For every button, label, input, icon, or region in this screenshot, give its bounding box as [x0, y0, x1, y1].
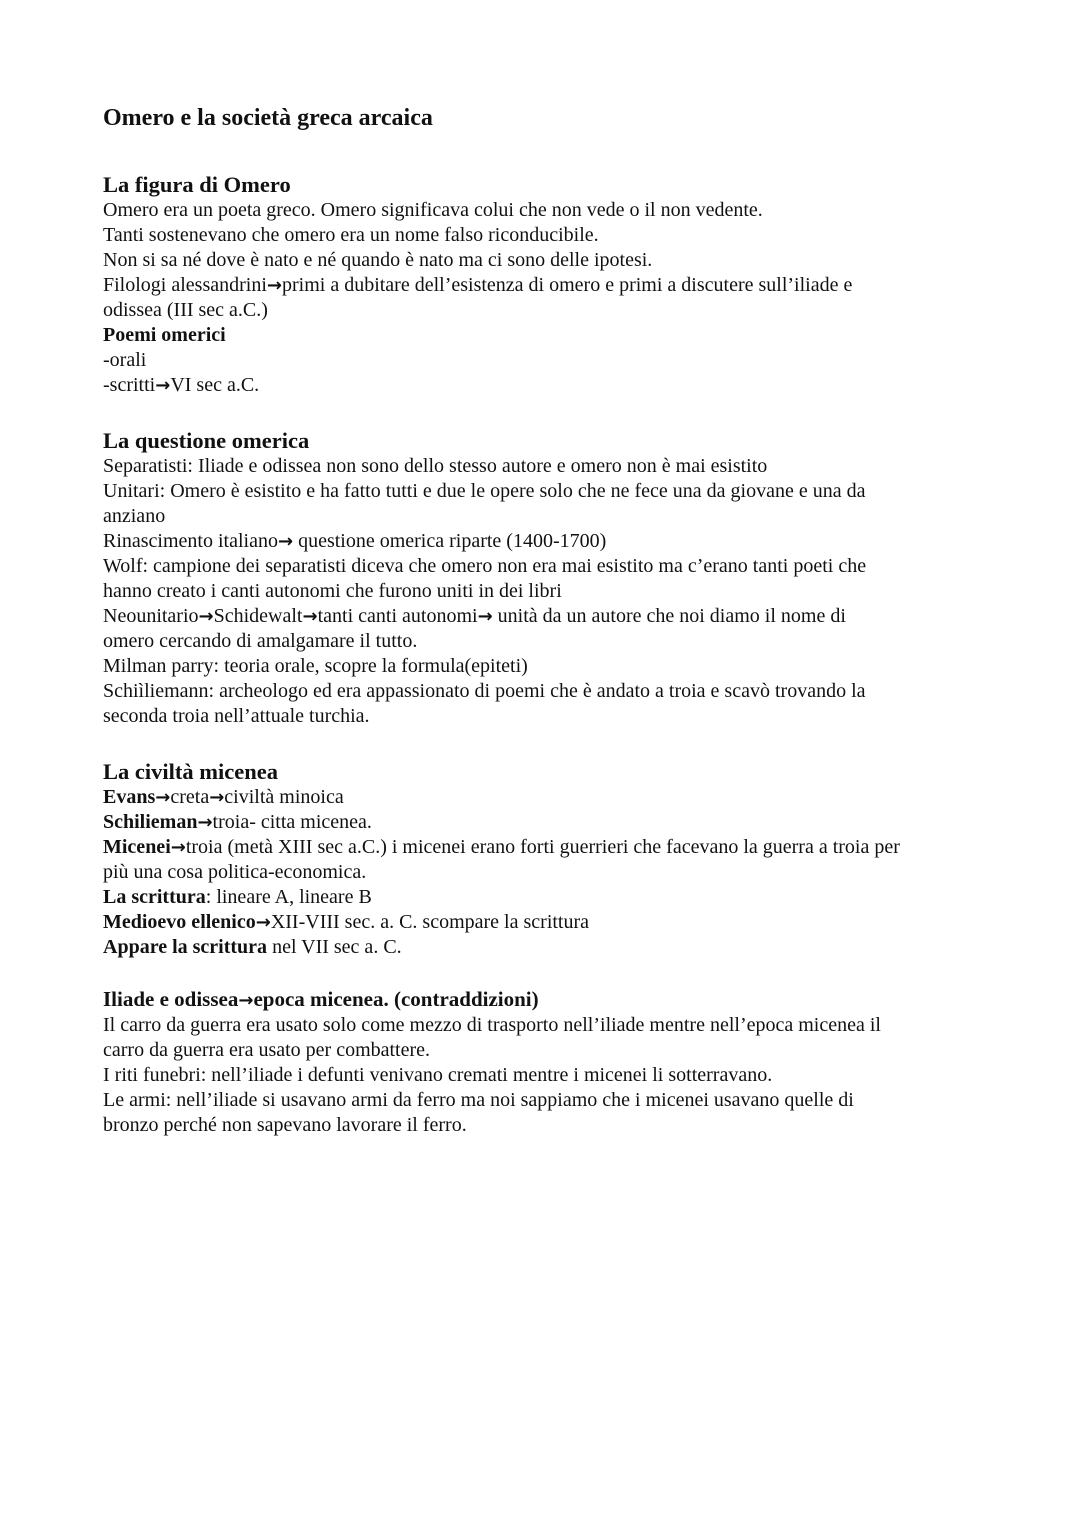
text-line: Evans→creta→civiltà minoica [103, 786, 344, 808]
section-heading: La figura di Omero [103, 172, 291, 197]
text-line: Wolf: campione dei separatisti diceva che omero non era mai esistito ma c’erano tanti poeti che [103, 555, 867, 577]
arrow-icon: → [302, 606, 318, 627]
text-line: seconda troia nell’attuale turchia. [103, 705, 370, 727]
section-heading: Iliade e odissea→epoca micenea. (contraddizioni) [103, 987, 539, 1011]
text-line: hanno creato i canti autonomi che furono uniti in dei libri [103, 580, 562, 602]
text-line: anziano [103, 505, 166, 527]
text-line: Unitari: Omero è esistito e ha fatto tutti e due le opere solo che ne fece una da giovane e una da [103, 480, 866, 502]
text-line: I riti funebri: nell’iliade i defunti venivano cremati mentre i micenei li sotterravano. [103, 1064, 773, 1086]
text-line: Schiìliemann: archeologo ed era appassionato di poemi che è andato a troia e scavò trovando la [103, 680, 866, 702]
arrow-icon: → [238, 990, 254, 1011]
text-line: Omero era un poeta greco. Omero significava colui che non vede o il non vedente. [103, 199, 763, 221]
text-line: Non si sa né dove è nato e né quando è nato ma ci sono delle ipotesi. [103, 249, 653, 271]
arrow-icon: → [198, 606, 214, 627]
text-line: Le armi: nell’iliade si usavano armi da ferro ma noi sappiamo che i micenei usavano quelle di [103, 1089, 854, 1111]
arrow-icon: → [477, 606, 493, 627]
text-line: Medioevo ellenico→XII-VIII sec. a. C. scompare la scrittura [103, 911, 590, 933]
arrow-icon: → [255, 912, 271, 933]
text-line: carro da guerra era usato per combattere. [103, 1039, 431, 1061]
text-line: -orali [103, 349, 147, 371]
text-line: più una cosa politica-economica. [103, 861, 367, 883]
text-line: Micenei→troia (metà XIII sec a.C.) i micenei erano forti guerrieri che facevano la guerra a troia per [103, 836, 900, 858]
text-line: Tanti sostenevano che omero era un nome falso riconducibile. [103, 224, 599, 246]
section-iliade-odissea [103, 987, 1000, 1138]
text-line: Milman parry: teoria orale, scopre la formula(epiteti) [103, 655, 528, 677]
text-line: Appare la scrittura nel VII sec a. C. [103, 936, 402, 958]
arrow-icon: → [155, 375, 171, 396]
text-line: Rinascimento italiano→ questione omerica riparte (1400-1700) [103, 530, 607, 552]
text-line: omero cercando di amalgamare il tutto. [103, 630, 418, 652]
document-title: Omero e la società greca arcaica [103, 105, 433, 131]
text-line: Separatisti: Iliade e odissea non sono dello stesso autore e omero non è mai esistito [103, 455, 768, 477]
text-line: Il carro da guerra era usato solo come mezzo di trasporto nell’iliade mentre nell’epoca micenea il [103, 1014, 881, 1036]
section-heading: La civiltà micenea [103, 759, 278, 784]
arrow-icon: → [277, 531, 294, 552]
text-line: Schilieman→troia- citta micenea. [103, 811, 372, 833]
text-line: bronzo perché non sapevano lavorare il ferro. [103, 1114, 467, 1136]
arrow-icon: → [155, 787, 171, 808]
arrow-icon: → [266, 275, 282, 296]
arrow-icon: → [170, 837, 186, 858]
arrow-icon: → [197, 812, 213, 833]
subheading-poemi-omerici: Poemi omerici [103, 324, 226, 346]
arrow-icon: → [209, 787, 225, 808]
text-line: La scrittura: lineare A, lineare B [103, 886, 372, 908]
section-civilta-micenea [103, 758, 1000, 960]
section-figura-di-omero [103, 171, 1000, 398]
text-line: Neounitario→Schidewalt→tanti canti autonomi→ unità da un autore che noi diamo il nome di [103, 605, 846, 627]
section-questione-omerica [103, 427, 1000, 729]
text-line: Filologi alessandrini→primi a dubitare dell’esistenza di omero e primi a discutere sull’iliade e [103, 274, 853, 296]
section-heading: La questione omerica [103, 428, 310, 453]
text-line: -scritti→VI sec a.C. [103, 374, 260, 396]
text-line: odissea (III sec a.C.) [103, 299, 268, 321]
